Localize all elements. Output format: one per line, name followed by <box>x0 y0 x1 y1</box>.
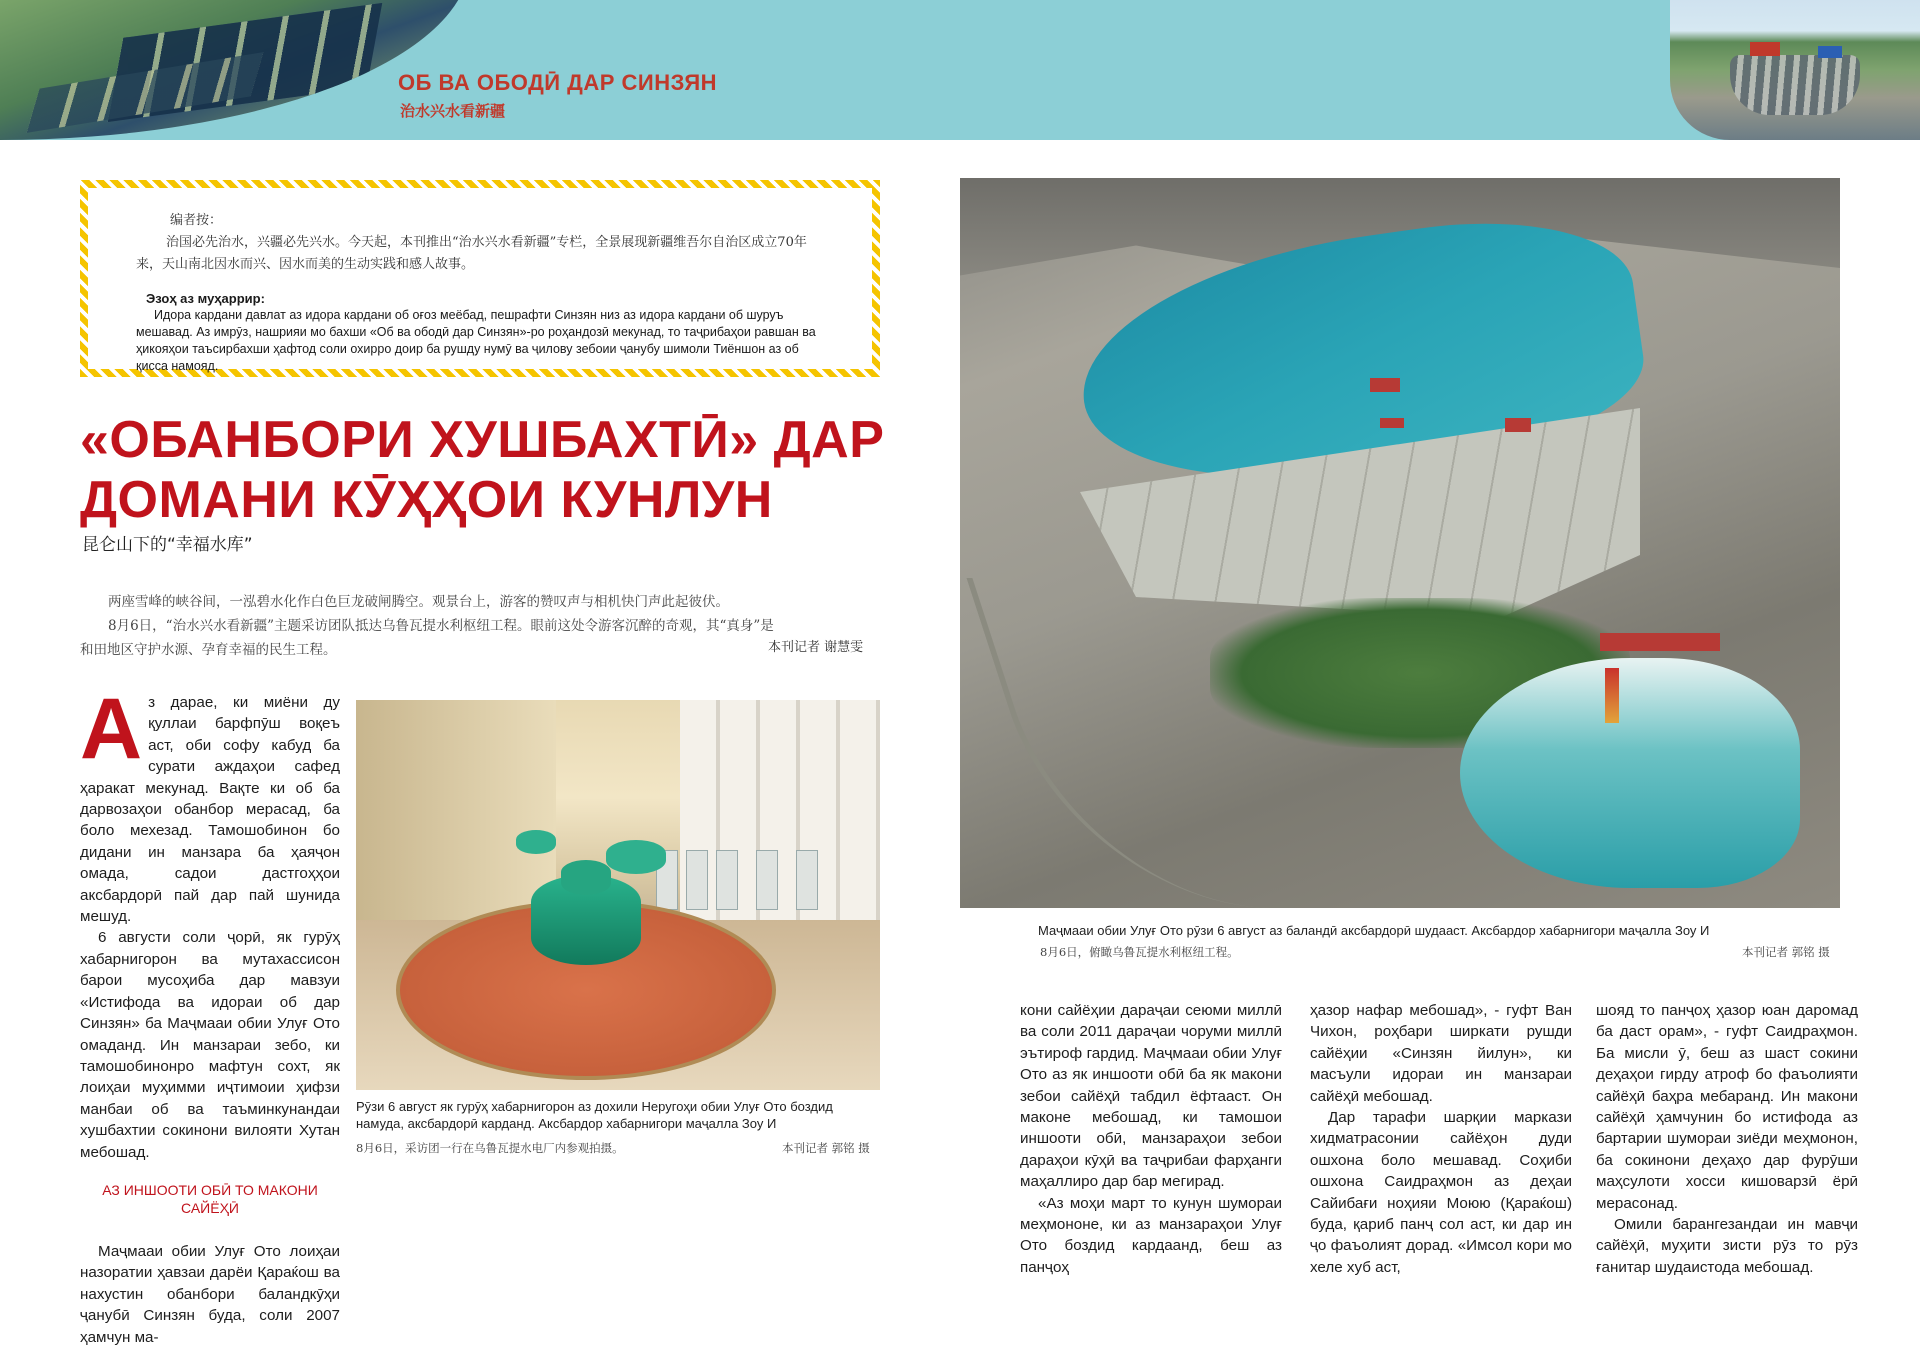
column-title-cn: 治水兴水看新疆 <box>400 102 506 120</box>
dam-photo-credit: 本刊记者 郭铭 摄 <box>1742 945 1830 959</box>
hall-photo-credit: 本刊记者 郭铭 摄 <box>782 1141 870 1155</box>
intro-cn <box>80 590 880 662</box>
body-paragraph: «Аз моҳи март то кунун шумораи меҳмононе, ки аз манзараҳои Улуғ Ото боздид кардаанд, беш аз панҷоҳ <box>1020 1194 1282 1276</box>
power-station-hall-photo <box>356 700 880 1090</box>
body-paragraph: 6 августи соли ҷорӣ, як гурӯҳ хабарнигорон ва мутахассисон барои мусоҳиба дар мавзуи «Истифода ва идораи об дар Синзян» ба Маҷмааи обии Улуғ Ото омаданд. Ин манзараи зебо, ки тамошобинонро мафтун сохт, як лоиҳаи муҳимми иҷтимоии ҳифзи манбаи об ва таъминкунандаи хушбахтии сокинони вилояти Хутан мебошад. <box>80 929 340 1161</box>
text-column-4 <box>1596 1000 1858 1278</box>
intro-cn-paragraph: 8月6日，“治水兴水看新疆”主题采访团队抵达乌鲁瓦提水利枢纽工程。眼前这处令游客沉醉的奇观，其“真身”是和田地区守护水源、孕育幸福的民生工程。 <box>80 618 774 658</box>
text-column-3 <box>1310 1000 1572 1278</box>
section-heading: АЗ ИНШООТИ ОБӢ ТО МАКОНИ САЙЁҲӢ <box>102 1181 318 1216</box>
editor-note-cn-body: 治国必先治水，兴疆必先兴水。今天起，本刊推出“治水兴水看新疆”专栏，全景展现新疆维吾尔自治区成立70年来，天山南北因水而兴、因水而美的生动实践和感人故事。 <box>136 235 807 272</box>
body-paragraph: ҳазор нафар мебошад», - гуфт Ван Чихон, роҳбари ширкати рушди сайёҳии «Синзян йилун», ки масъули идораи ин манзараи сайёҳӣ мебошад. <box>1310 1002 1572 1105</box>
body-paragraph: Омили барангезандаи ин мавҷи сайёҳӣ, муҳити зисти рӯз то рӯз ғанитар шудаистода мебошад. <box>1596 1216 1858 1276</box>
text-column-1 <box>80 681 340 1348</box>
hall-photo-caption: Рӯзи 6 август як гурӯҳ хабарнигорон аз дохили Неругоҳи обии Улуғ Ото боздид намуда, аксбардорӣ карданд. Аксбардор хабарнигори маҷалла Зоу И <box>356 1099 833 1131</box>
text-column-2 <box>1020 1000 1282 1278</box>
dam-aerial-photo <box>960 178 1840 908</box>
body-paragraph: кони сайёҳии дараҷаи сеюми миллӣ ва соли 2011 дараҷаи чоруми миллӣ эътироф гардид. Маҷмааи обии Улуғ Ото аз як иншооти обӣ ба як макони зебои сайёҳӣ табдил ёфтааст. Он маконе мебошад, ки тамошои иншооти обӣ, манзараҳои зебои дараҳои кӯҳӣ ва таҷрибаи фарҳанги маҳаллиро дар бар мегирад. <box>1020 1002 1282 1191</box>
intro-cn-paragraph: 两座雪峰的峡谷间，一泓碧水化作白色巨龙破闸腾空。观景台上，游客的赞叹声与相机快门声此起彼伏。 <box>108 594 729 610</box>
column-title: ОБ ВА ОБОДӢ ДАР СИНЗЯН <box>398 70 718 95</box>
byline-cn: 本刊记者 谢慧雯 <box>768 640 864 655</box>
body-paragraph: шояд то панҷоҳ ҳазор юан даромад ба даст орам», - гуфт Саидраҳмон. Ба мисли ӯ, беш аз шаст сокини деҳаҳои гирду атроф бо фаъолияти сайёҳӣ баҳра мебаранд. Ин макони сайёҳӣ ҳамчунин бо истифода аз бартарии шумораи зиёди меҳмонон, ба сокинони деҳаҳо дар фурӯши маҳсулоти хосси кишоварзӣ ёрӣ мерасонад. <box>1596 1002 1858 1212</box>
column-banner <box>0 0 1920 140</box>
dam-photo-caption-cn: 8月6日，俯瞰乌鲁瓦提水利枢纽工程。 <box>1040 945 1239 959</box>
editor-note-tj-body: Идора кардани давлат аз идора кардани об оғоз меёбад, пешрафти Синзян низ аз идора кардани об шуруъ мешавад. Аз имрӯз, нашрияи мо бахши «Об ва ободӣ дар Синзян»-ро роҳандозӣ мекунад, то таҷрибаҳои равшан ва ҳикояҳои таъсирбахши ҳафтод соли охирро доир ба рушду нумӯ ва ҷилову зебоии ҷанубу шимоли Тиёншон аз об қисса намояд. <box>136 308 816 373</box>
body-paragraph: Дар тарафи шарқии маркази хидматрасонии сайёҳон дуди ошхона боло мешавад. Соҳиби ошхона Саидраҳмон аз деҳаи Сайибағи ноҳияи Моюю (Қараќош) буда, қариб панҷ сол аст, ки дар ин ҷо фаъолият дорад. «Имсол кори мо хеле хуб аст, <box>1310 1109 1572 1276</box>
hall-photo-caption-cn: 8月6日，采访团一行在乌鲁瓦提水电厂内参观拍摄。 <box>356 1141 624 1155</box>
body-paragraph: Аз дарае, ки миёни ду қуллаи барфпӯш воқеъ аст, оби софу кабуд ба сурати аждаҳои сафед ҳаракат мекунад. Вақте ки об ба дарвозаҳои обанбор мерасад, ба боло мехезад. Тамошобинон бо дидани ин манзара ба ҳаяҷон омада, садои дастгоҳҳои аксбардорӣ пай дар пай шунида мешуд. <box>80 681 340 926</box>
drop-cap: А <box>80 681 143 777</box>
article-subhead-cn: 昆仑山下的“幸福水库” <box>82 535 253 555</box>
body-paragraph: Маҷмааи обии Улуғ Ото лоиҳаи назоратии ҳавзаи дарёи Қараќош ва нахустин обанбори баландкӯҳи ҷанубӣ Синзян буда, соли 2007 ҳамчун ма- <box>80 1242 340 1346</box>
editor-note-cn-label: 编者按： <box>170 213 223 228</box>
article-headline: «ОБАНБОРИ ХУШБАХТӢ» ДАР ДОМАНИ КӮҲҲОИ КУНЛУН <box>80 411 885 529</box>
dam-photo-caption: Маҷмааи обии Улуғ Ото рӯзи 6 август аз баландӣ аксбардорӣ шудааст. Аксбардор хабарнигори маҷалла Зоу И <box>1038 923 1710 938</box>
editor-note-tj-label: Эзоҳ аз муҳаррир: <box>146 291 265 306</box>
editor-note-box <box>80 180 880 377</box>
hydro-plant-aerial-photo <box>1670 0 1920 140</box>
